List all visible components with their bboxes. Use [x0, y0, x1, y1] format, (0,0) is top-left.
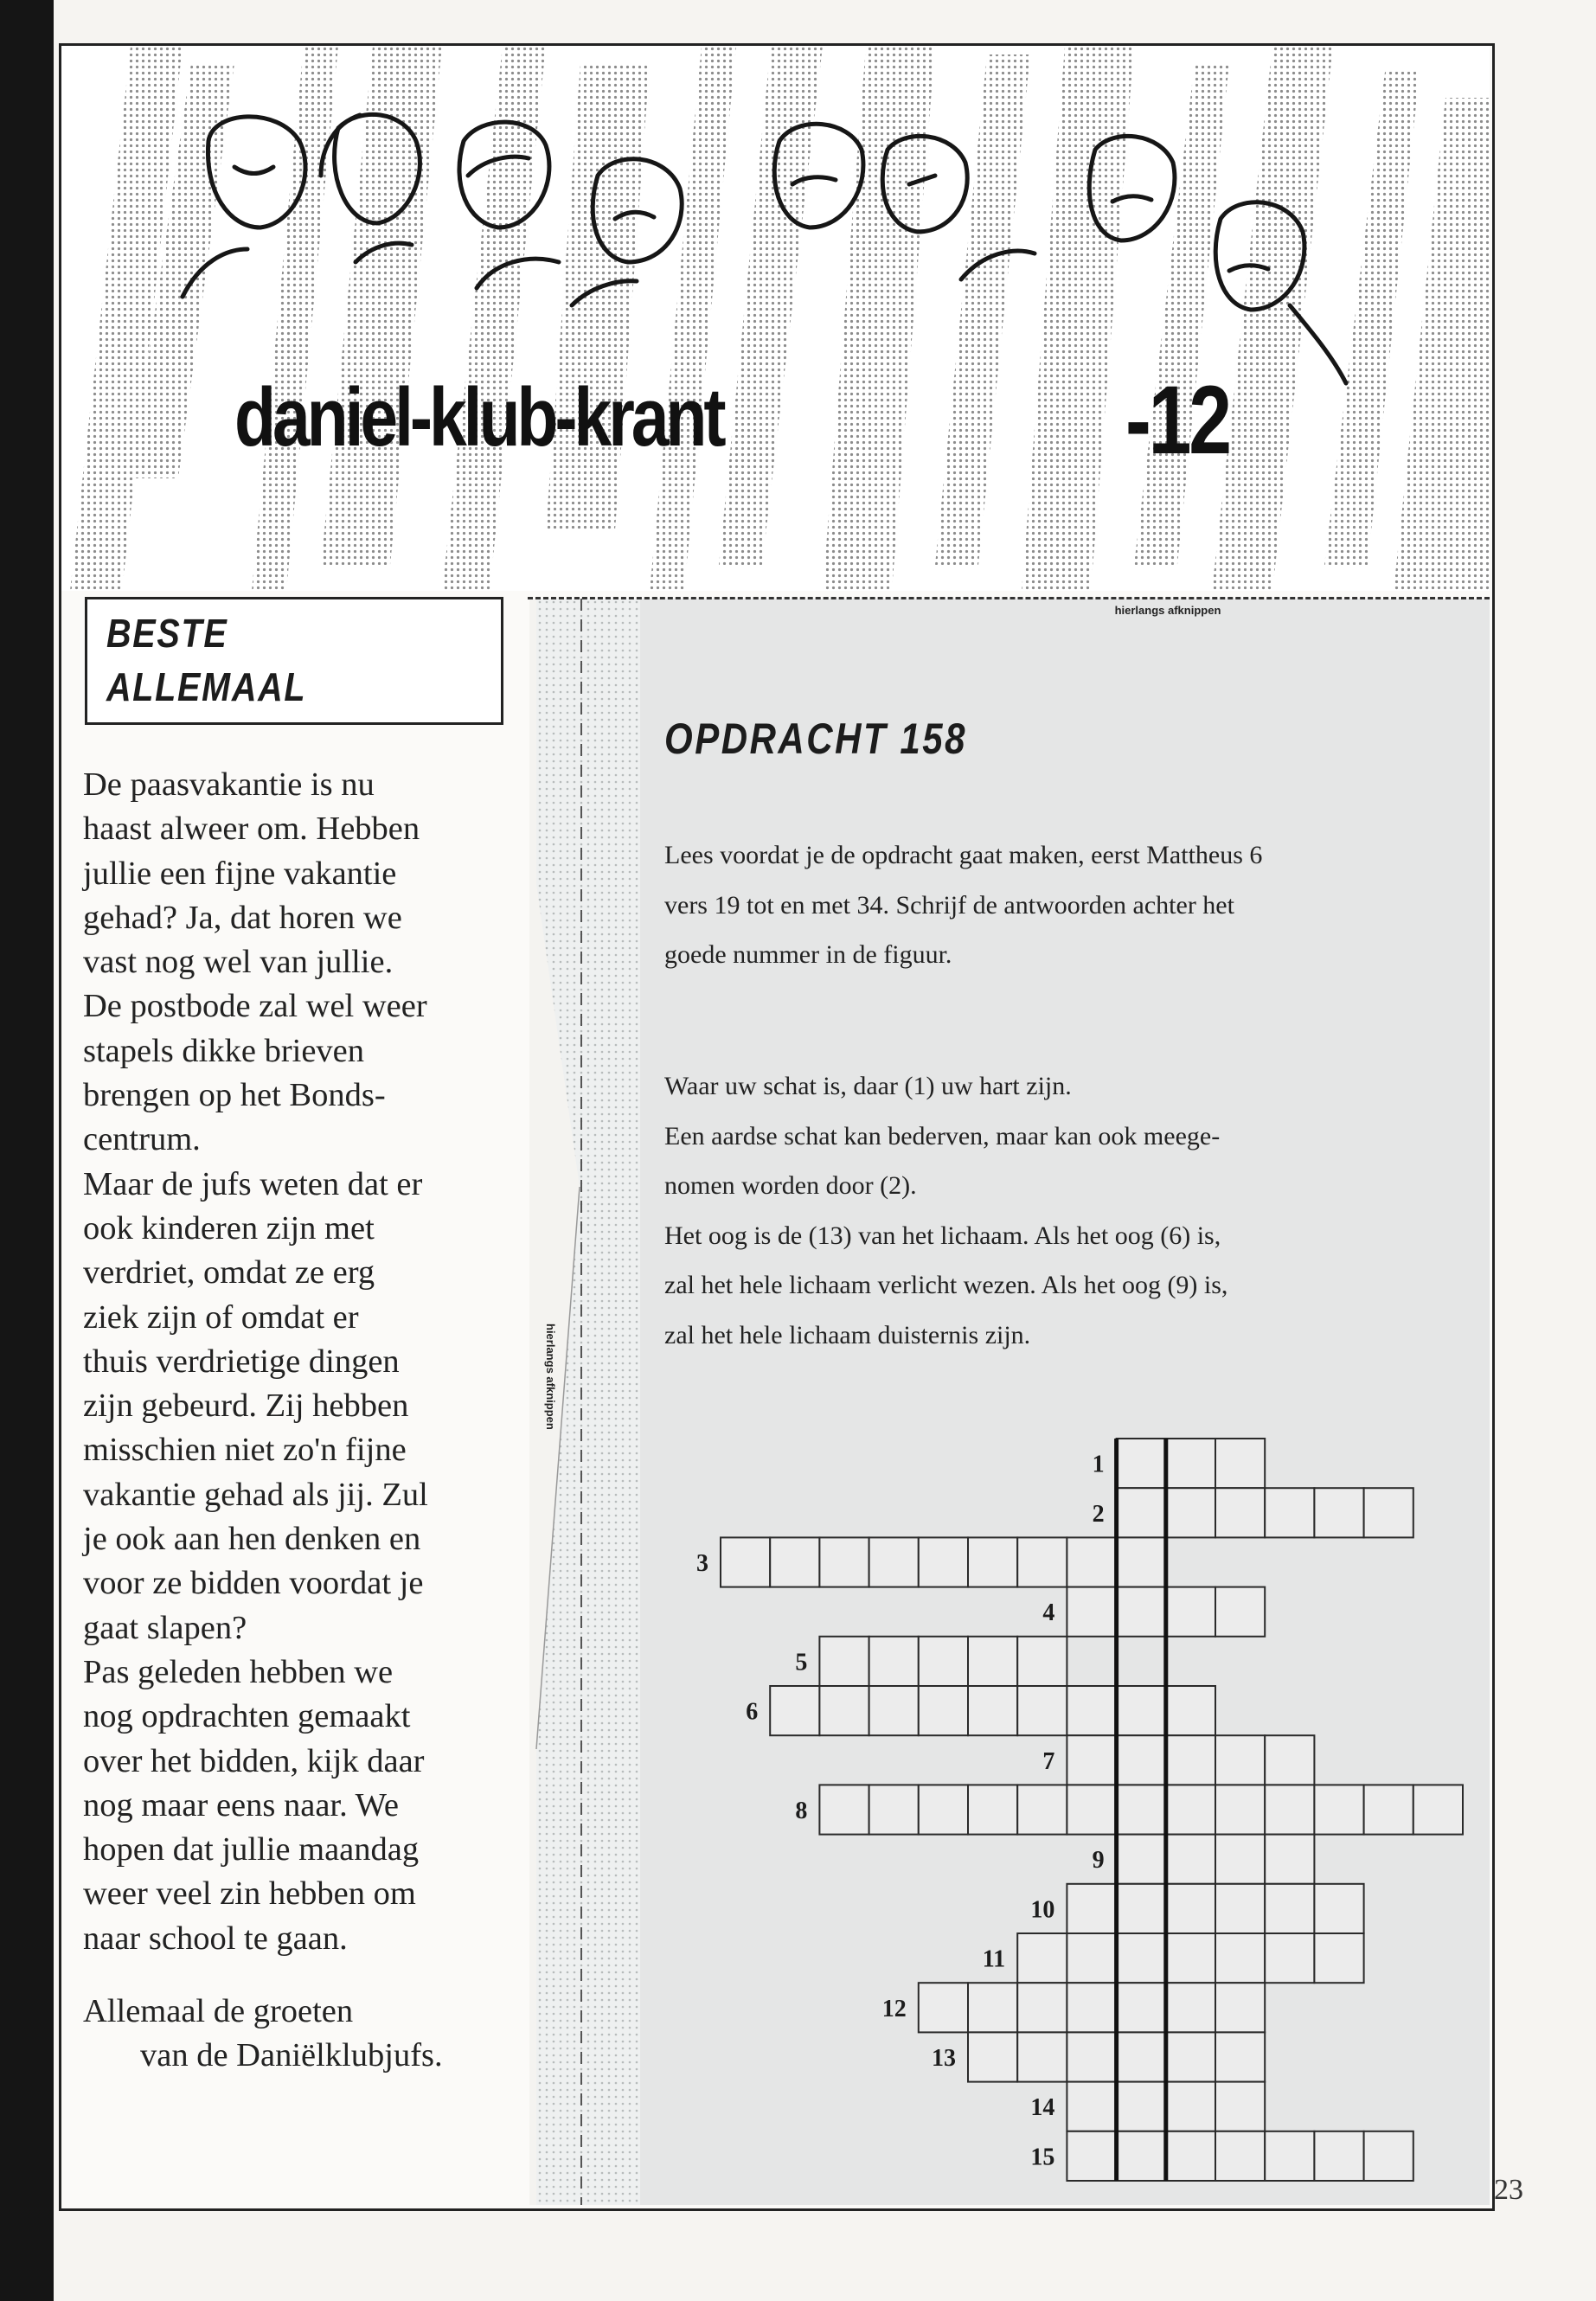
- signoff-line: van de Daniëlklubjufs.: [140, 2037, 443, 2073]
- letter-line: je ook aan hen denken en: [83, 1521, 421, 1558]
- instruction-line: Lees voordat je de opdracht gaat maken, eerst Mattheus 6: [664, 841, 1263, 869]
- letter-line: hopen dat jullie maandag: [83, 1831, 420, 1868]
- letter-line: vast nog wel van jullie.: [83, 944, 394, 981]
- assignment-instructions: [664, 830, 1262, 980]
- letter-line: Pas geleden hebben we: [83, 1653, 394, 1690]
- letter-line: verdriet, omdat ze erg: [83, 1254, 375, 1292]
- letter-line: ziek zijn of omdat er: [83, 1298, 359, 1336]
- greeting-heading-box: [85, 597, 503, 725]
- letter-line: misschien niet zo'n fijne: [83, 1432, 407, 1469]
- assignment-title: OPDRACHT 158: [664, 715, 967, 763]
- letter-line: nog opdrachten gemaakt: [83, 1698, 411, 1735]
- letter-line: gaat slapen?: [83, 1609, 247, 1646]
- greeting-heading-line: BESTE: [106, 611, 228, 656]
- clue-line: Het oog is de (13) van het lichaam. Als het oog (6) is,: [664, 1221, 1221, 1250]
- crossword-row-number: 5: [795, 1649, 808, 1676]
- greeting-letter: [83, 763, 520, 1961]
- greeting-heading: [106, 606, 306, 714]
- letter-line: brengen op het Bonds-: [83, 1077, 386, 1114]
- clue-line: zal het hele lichaam duisternis zijn.: [664, 1320, 1031, 1349]
- crossword-row-number: 3: [696, 1550, 708, 1577]
- clue-line: Waar uw schat is, daar (1) uw hart zijn.: [664, 1072, 1072, 1100]
- letter-line: De paasvakantie is nu: [83, 766, 375, 803]
- letter-line: stapels dikke brieven: [83, 1032, 365, 1069]
- signoff-line: Allemaal de groeten: [83, 1993, 354, 2029]
- cut-label: hierlangs afknippen: [1114, 604, 1221, 617]
- instruction-line: vers 19 tot en met 34. Schrijf de antwoorden achter het: [664, 890, 1234, 920]
- cut-label-vertical: hierlangs afknippen: [544, 1324, 557, 1430]
- letter-line: weer veel zin hebben om: [83, 1875, 416, 1913]
- page-number: 23: [1494, 2174, 1523, 2206]
- greeting-heading-line: ALLEMAAL: [106, 664, 307, 709]
- crossword-row-number: 12: [881, 1995, 907, 2022]
- instruction-line: goede nummer in de figuur.: [664, 940, 952, 969]
- issue-number: -12: [1125, 366, 1229, 474]
- letter-signoff: [83, 1990, 443, 2078]
- letter-line: gehad? Ja, dat horen we: [83, 899, 402, 936]
- letter-line: over het bidden, kijk daar: [83, 1742, 425, 1779]
- masthead-banner: [61, 46, 1490, 591]
- clue-line: Een aardse schat kan bederven, maar kan ook meege-: [664, 1121, 1221, 1150]
- assignment-clues: [664, 1061, 1227, 1360]
- crossword-row-number: 6: [746, 1698, 759, 1726]
- crossword-row-number: 7: [1042, 1747, 1055, 1775]
- letter-line: De postbode zal wel weer: [83, 988, 427, 1025]
- letter-line: naar school te gaan.: [83, 1920, 348, 1957]
- letter-line: Maar de jufs weten dat er: [83, 1165, 423, 1202]
- letter-line: haast alweer om. Hebben: [83, 811, 420, 848]
- crossword-row-number: 1: [1092, 1451, 1105, 1478]
- letter-line: zijn gebeurd. Zij hebben: [83, 1388, 409, 1425]
- crossword-row-number: 9: [1092, 1847, 1105, 1875]
- crossword-row-number: 15: [1030, 2144, 1055, 2171]
- letter-line: nog maar eens naar. We: [83, 1786, 399, 1823]
- cut-line: [528, 597, 1490, 599]
- binding-edge: [0, 0, 54, 2301]
- crossword-row-number: 2: [1092, 1500, 1105, 1528]
- masthead-illustration: [61, 46, 1490, 591]
- newspaper-title: daniel-klub-krant: [234, 371, 723, 464]
- clue-line: zal het hele lichaam verlicht wezen. Als het oog (9) is,: [664, 1271, 1228, 1299]
- letter-line: voor ze bidden voordat je: [83, 1565, 424, 1602]
- crossword-row-number: 11: [982, 1945, 1006, 1973]
- crossword-row-number: 4: [1042, 1599, 1055, 1627]
- clue-line: nomen worden door (2).: [664, 1171, 917, 1200]
- crossword-row-number: 10: [1030, 1896, 1055, 1924]
- letter-line: centrum.: [83, 1121, 201, 1158]
- letter-line: jullie een fijne vakantie: [83, 855, 397, 892]
- letter-line: ook kinderen zijn met: [83, 1209, 375, 1247]
- letter-line: vakantie gehad als jij. Zul: [83, 1476, 428, 1513]
- crossword-row-number: 13: [932, 2045, 956, 2072]
- crossword-row-number: 8: [795, 1798, 808, 1824]
- crossword-row-number: 14: [1030, 2094, 1055, 2122]
- letter-line: thuis verdrietige dingen: [83, 1343, 400, 1380]
